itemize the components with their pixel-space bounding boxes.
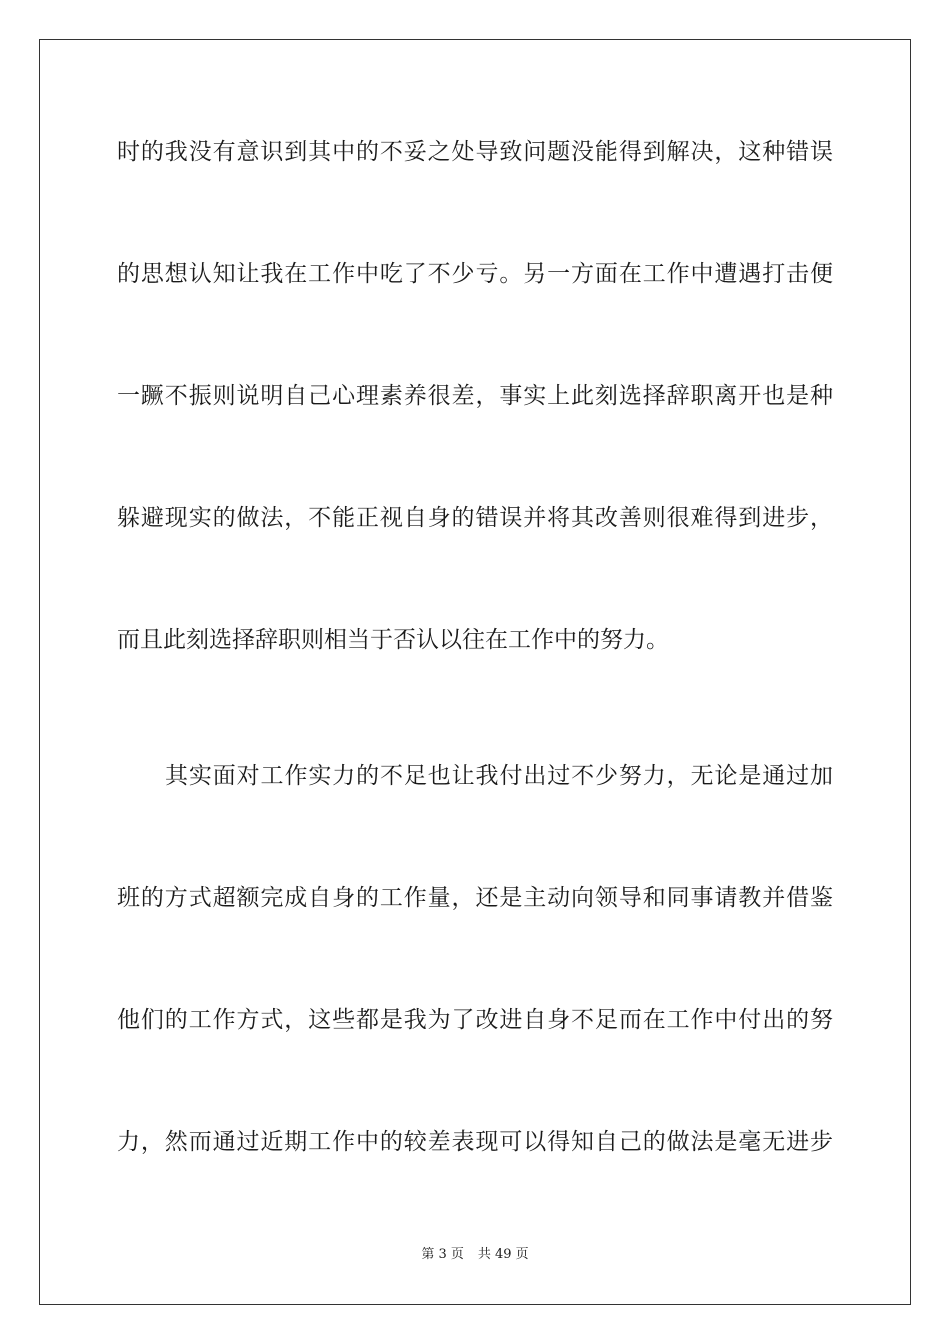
body-line-6: 其实面对工作实力的不足也让我付出过不少努力，无论是通过加 [165,763,833,789]
body-line-5: 而且此刻选择辞职则相当于否认以往在工作中的努力。 [117,627,669,653]
body-line-4: 躲避现实的做法，不能正视自身的错误并将其改善则很难得到进步， [117,505,833,531]
page-footer [0,1246,950,1264]
body-line-3: 一蹶不振则说明自己心理素养很差，事实上此刻选择辞职离开也是种 [117,383,833,409]
page-total: 共 49 页 [477,1247,529,1262]
body-line-9: 力，然而通过近期工作中的较差表现可以得知自己的做法是毫无进步 [117,1129,833,1155]
page-number: 第 3 页 [421,1247,464,1262]
body-line-2: 的思想认知让我在工作中吃了不少亏。另一方面在工作中遭遇打击便 [117,261,833,287]
body-line-7: 班的方式超额完成自身的工作量，还是主动向领导和同事请教并借鉴 [117,885,833,911]
body-line-8: 他们的工作方式，这些都是我为了改进自身不足而在工作中付出的努 [117,1007,833,1033]
page-border [39,39,911,1305]
body-line-1: 时的我没有意识到其中的不妥之处导致问题没能得到解决，这种错误 [117,139,833,165]
